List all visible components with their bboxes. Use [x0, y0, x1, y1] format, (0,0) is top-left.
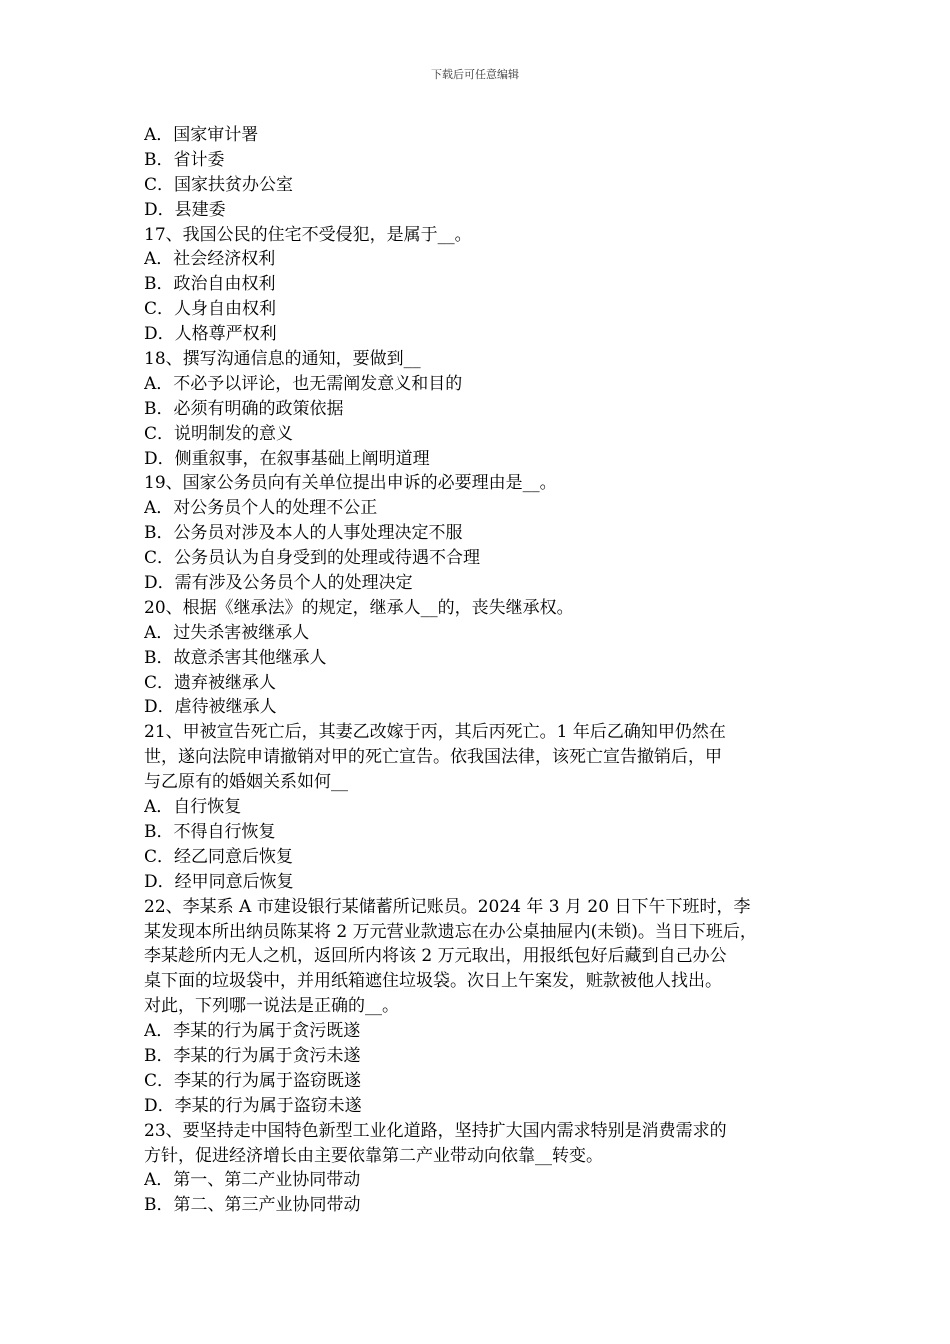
- question-text-line: 20、根据《继承法》的规定，继承人__的，丧失继承权。: [144, 597, 574, 618]
- question-text-line: 19、国家公务员向有关单位提出申诉的必要理由是__。: [144, 473, 557, 494]
- answer-option: A．社会经济权利: [144, 249, 276, 270]
- question-text-line: 某发现本所出纳员陈某将 2 万元营业款遗忘在办公桌抽屉内(未锁)。当日下班后，: [144, 921, 757, 942]
- answer-option: B．公务员对涉及本人的人事处理决定不服: [144, 523, 463, 544]
- question-text-line: 22、李某系 A 市建设银行某储蓄所记账员。2024 年 3 月 20 日下午下班时，李: [144, 896, 751, 917]
- answer-option: C．李某的行为属于盗窃既遂: [144, 1070, 362, 1091]
- question-text-line: 对此，下列哪一说法是正确的__。: [144, 996, 399, 1017]
- answer-option: D．经甲同意后恢复: [144, 871, 294, 892]
- question-text-line: 方针，促进经济增长由主要依靠第二产业带动向依靠__转变。: [144, 1145, 603, 1166]
- question-text-line: 与乙原有的婚姻关系如何__: [144, 772, 348, 793]
- question-text-line: 17、我国公民的住宅不受侵犯，是属于__。: [144, 224, 472, 245]
- answer-option: B．李某的行为属于贪污未遂: [144, 1045, 361, 1066]
- answer-option: A．过失杀害被继承人: [144, 622, 310, 643]
- answer-option: D．虐待被继承人: [144, 697, 277, 718]
- answer-option: C．经乙同意后恢复: [144, 846, 294, 867]
- question-text-line: 世，遂向法院申请撤销对甲的死亡宣告。依我国法律，该死亡宣告撤销后，甲: [144, 747, 722, 768]
- answer-option: A．对公务员个人的处理不公正: [144, 498, 378, 519]
- page-header: 下载后可任意编辑: [431, 68, 519, 81]
- answer-option: A．李某的行为属于贪污既遂: [144, 1021, 361, 1042]
- answer-option: A．自行恢复: [144, 797, 242, 818]
- answer-option: B．省计委: [144, 149, 225, 170]
- answer-option: B．不得自行恢复: [144, 821, 276, 842]
- answer-option: A．第一、第二产业协同带动: [144, 1170, 361, 1191]
- answer-option: B．第二、第三产业协同带动: [144, 1195, 361, 1216]
- answer-option: B．故意杀害其他继承人: [144, 647, 327, 668]
- document-body: [144, 123, 824, 1218]
- answer-option: D．李某的行为属于盗窃未遂: [144, 1095, 362, 1116]
- answer-option: A．国家审计署: [144, 125, 259, 145]
- question-text-line: 桌下面的垃圾袋中，并用纸箱遮住垃圾袋。次日上午案发，赃款被他人找出。: [144, 971, 722, 992]
- answer-option: D．需有涉及公务员个人的处理决定: [144, 573, 413, 594]
- question-text-line: 18、撰写沟通信息的通知，要做到__: [144, 349, 421, 370]
- answer-option: C．遗弃被继承人: [144, 672, 277, 693]
- answer-option: C．国家扶贫办公室: [144, 174, 294, 195]
- answer-option: C．人身自由权利: [144, 299, 277, 320]
- answer-option: C．公务员认为自身受到的处理或待遇不合理: [144, 548, 481, 569]
- answer-option: D．侧重叙事，在叙事基础上阐明道理: [144, 448, 430, 469]
- answer-option: B．政治自由权利: [144, 274, 276, 295]
- answer-option: B．必须有明确的政策依据: [144, 398, 344, 419]
- answer-option: A．不必予以评论，也无需阐发意义和目的: [144, 373, 463, 394]
- answer-option: D．人格尊严权利: [144, 324, 277, 345]
- question-text-line: 李某趁所内无人之机，返回所内将该 2 万元取出，用报纸包好后藏到自己办公: [144, 946, 727, 967]
- question-text-line: 21、甲被宣告死亡后，其妻乙改嫁于丙，其后丙死亡。1 年后乙确知甲仍然在: [144, 722, 726, 743]
- answer-option: D．县建委: [144, 199, 226, 220]
- question-text-line: 23、要坚持走中国特色新型工业化道路，坚持扩大国内需求特别是消费需求的: [144, 1120, 727, 1141]
- answer-option: C．说明制发的意义: [144, 423, 294, 444]
